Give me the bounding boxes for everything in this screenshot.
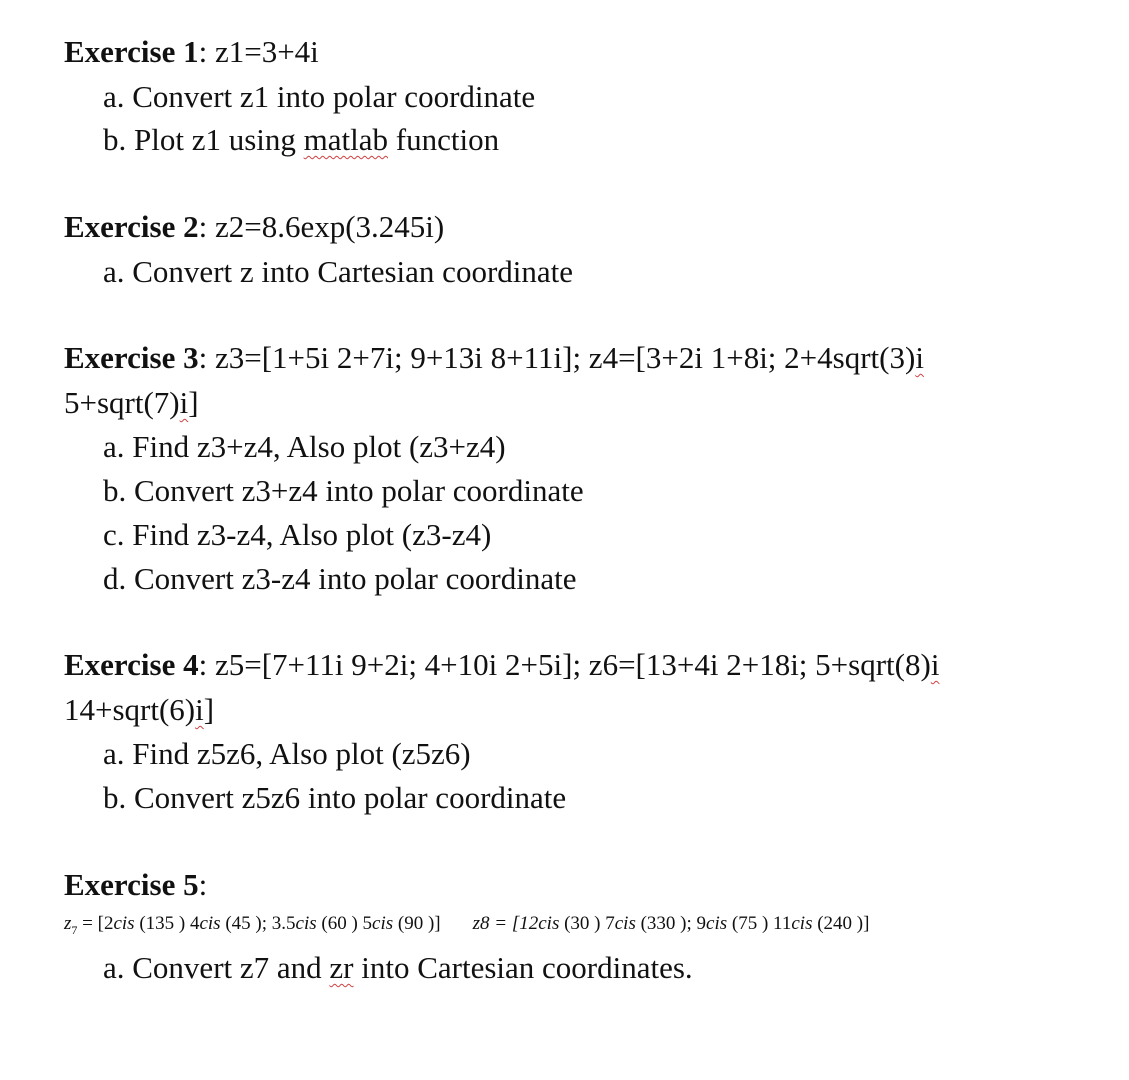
exercise-2-part-a: a. Convert z into Cartesian coordinate [103,254,574,289]
formula-cis-1: cis [113,913,135,934]
exercise-3-label: Exercise 3 [64,340,199,375]
formula-cis-4: cis [372,913,394,934]
formula-z8-part-2: (30 ) 7 [559,913,615,934]
spellcheck-word-i-2: i [179,385,189,420]
exercise-4-heading [64,647,939,683]
formula-z7-part-3: (45 ); 3.5 [220,913,296,934]
exercise-3-part-d: d. Convert z3-z4 into polar coordinate [103,561,577,596]
formula-z7-part-5: (90 )] [393,913,441,934]
exercise-4-part-a: a. Find z5z6, Also plot (z5z6) [103,736,471,771]
spellcheck-word-i-3: i [930,647,940,682]
formula-cis-5: cis [538,913,560,934]
exercise-4-statement-cont-end: ] [203,692,215,727]
spellcheck-word-i-4: i [195,692,204,727]
exercise-4-part-b: b. Convert z5z6 into polar coordinate [103,780,567,815]
formula-cis-2: cis [199,913,221,934]
formula-z8-part-5: (240 )] [812,913,870,934]
exercise-3-heading [64,340,924,376]
exercise-2-heading [64,209,444,245]
formula-z8-part-4: (75 ) 11 [727,913,792,934]
spellcheck-word-i: i [915,340,924,375]
exercise-2-label: Exercise 2 [64,209,199,244]
exercise-3-part-c: c. Find z3-z4, Also plot (z3-z4) [103,517,492,552]
exercise-5-heading [64,867,207,903]
formula-z7-part-4: (60 ) 5 [316,913,373,934]
exercise-3-statement: : z3=[1+5i 2+7i; 9+13i 8+11i]; z4=[3+2i 1+8i; 2+4sqrt(3) [198,340,916,375]
exercise-3-part-a: a. Find z3+z4, Also plot (z3+z4) [103,429,506,464]
exercise-1-part-a: a. Convert z1 into polar coordinate [103,79,536,114]
formula-z8-part-3: (330 ); 9 [635,913,707,934]
formula-cis-3: cis [295,913,317,934]
exercise-3-part-b: b. Convert z3+z4 into polar coordinate [103,473,584,508]
exercise-3-statement-cont-end: ] [188,385,199,420]
spellcheck-word-matlab: matlab [303,122,389,157]
exercise-1-part-b-text: b. Plot z1 using [103,122,304,157]
formula-cis-6: cis [614,913,636,934]
exercise-1-label: Exercise 1 [64,34,199,69]
exercise-5-label: Exercise 5 [64,867,199,902]
formula-cis-7: cis [706,913,728,934]
formula-z7-part-2: (135 ) 4 [134,913,200,934]
exercise-1-part-b [103,122,499,158]
formula-z7-part-1: = [2 [77,913,114,934]
exercise-5-part-a [103,950,693,986]
exercise-1-statement: : z1=3+4i [198,34,319,69]
exercise-4-statement-cont-text: 14+sqrt(6) [64,692,196,727]
formula-z8-part-1: z8 = [12 [472,913,539,934]
spellcheck-word-zr: zr [329,950,354,985]
exercise-4-statement-cont [64,692,214,728]
exercise-3-statement-cont-text: 5+sqrt(7) [64,385,180,420]
exercise-5-part-a-text-end: into Cartesian coordinates. [353,950,693,985]
formula-z7-var: z [64,913,72,934]
exercise-4-label: Exercise 4 [64,647,199,682]
exercise-5-part-a-text: a. Convert z7 and [103,950,330,985]
exercise-3-statement-cont [64,385,199,421]
formula-cis-8: cis [791,913,813,934]
exercise-5-statement: : [198,867,208,902]
exercise-1-part-b-text-end: function [388,122,500,157]
exercise-2-statement: : z2=8.6exp(3.245i) [198,209,445,244]
exercise-4-statement: : z5=[7+11i 9+2i; 4+10i 2+5i]; z6=[13+4i 2+18i; 5+sqrt(8) [198,647,931,682]
formula-z7-sub: 7 [71,922,78,937]
exercise-1-heading [64,34,319,70]
exercise-5-formula [64,910,869,944]
